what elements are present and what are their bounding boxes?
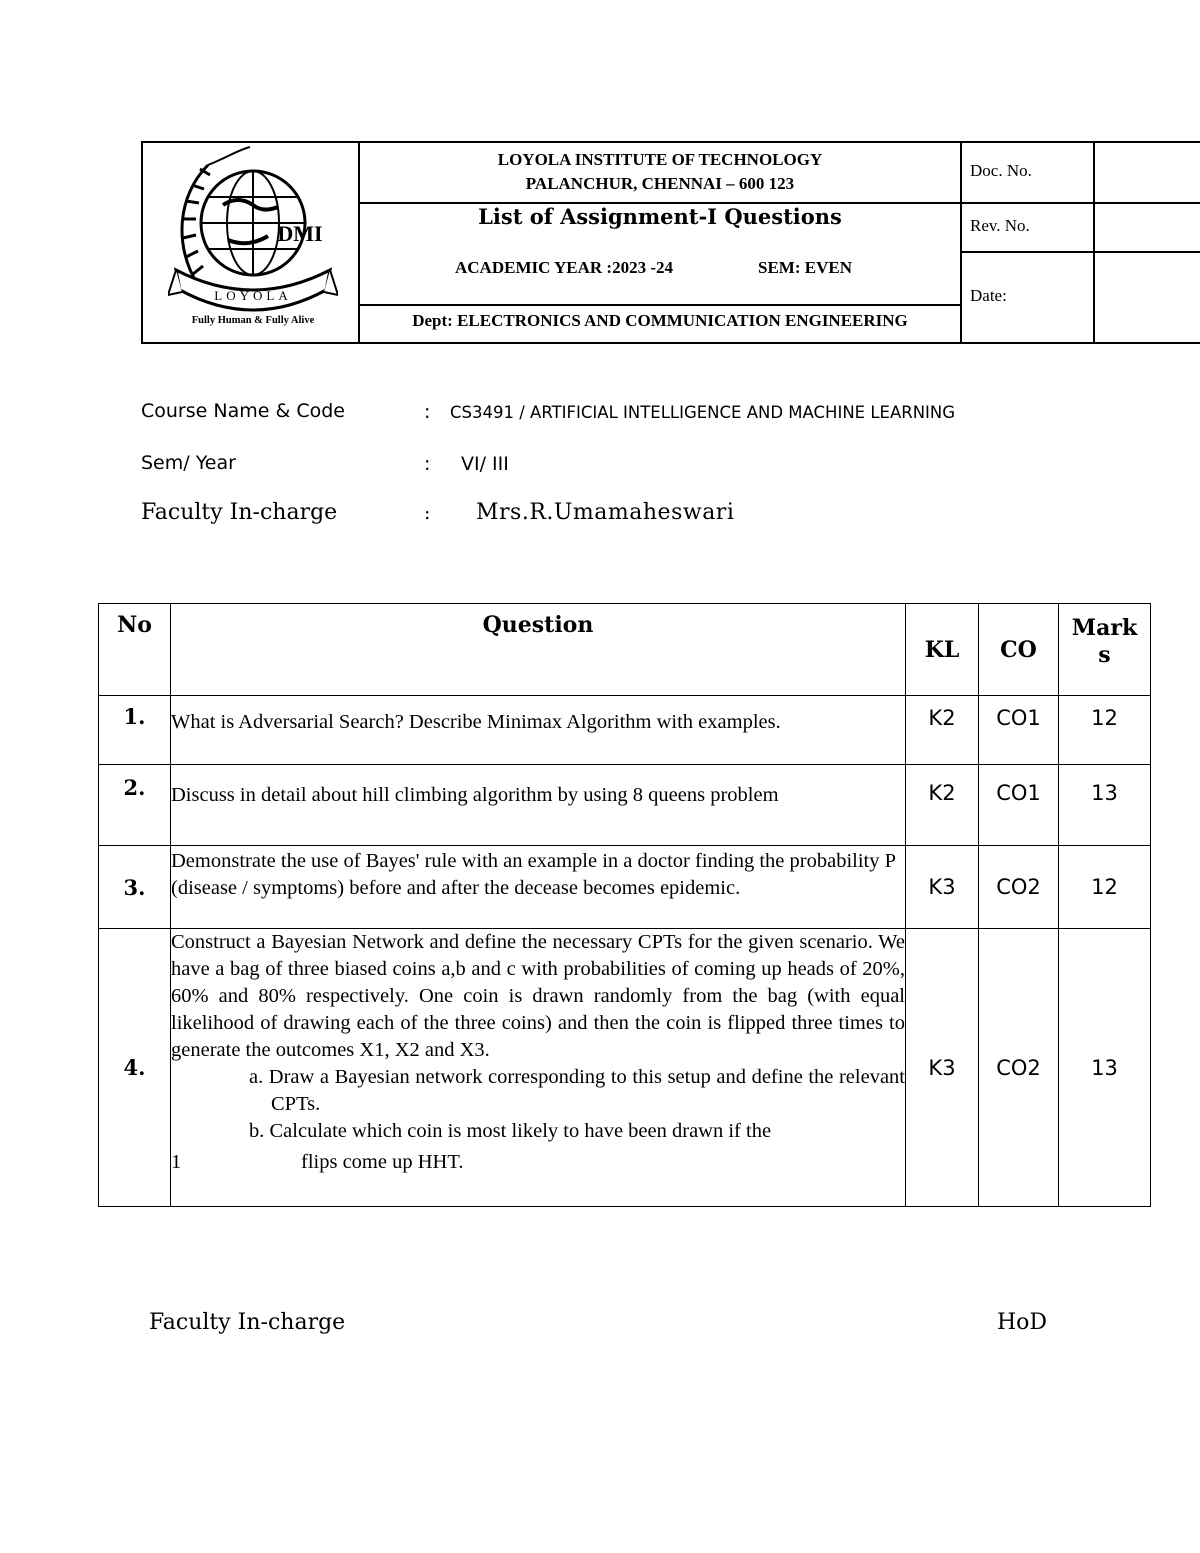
header-marks-line2: s — [1098, 642, 1111, 668]
question-text: Construct a Bayesian Network and define the necessary CPTs for the given scenario. We have a bag of three biased coins a,b and c with probabilities of coming up heads of 20%, 60% and 80% respectively. One coin is drawn randomly from the bag (with equal likelihood of drawing each of the three coins) and then the coin is flipped three times to generate the outcomes X1, X2 and X3. — [171, 931, 905, 1061]
marks-value: 13 — [1059, 929, 1151, 1207]
header-divider-meta — [960, 141, 962, 343]
svg-text:Fully Human & Fully Alive: Fully Human & Fully Alive — [191, 315, 315, 326]
date-label: Date: — [970, 286, 1007, 305]
sub-question-a: a. Draw a Bayesian network corresponding to this setup and define the relevant CPTs. — [249, 1066, 905, 1115]
co-value: CO2 — [979, 929, 1059, 1207]
header-divider-value — [1093, 141, 1095, 343]
row-number: 1. — [99, 696, 171, 765]
institute-address: PALANCHUR, CHENNAI – 600 123 — [525, 174, 795, 193]
table-row — [99, 696, 1151, 765]
kl-value: K3 — [906, 929, 979, 1207]
kl-value: K2 — [906, 765, 979, 846]
document-title: List of Assignment-I Questions — [478, 204, 842, 229]
table-row — [99, 929, 1151, 1207]
header-marks-line1: Mark — [1071, 615, 1138, 641]
co-value: CO1 — [979, 696, 1059, 765]
question-text: What is Adversarial Search? Describe Minimax Algorithm with examples. — [171, 696, 906, 765]
row-number: 3. — [99, 846, 171, 929]
co-value: CO1 — [979, 765, 1059, 846]
header-no: No — [99, 604, 171, 696]
header-kl: KL — [906, 604, 979, 696]
header-border-top — [141, 141, 1200, 143]
footer-faculty-label: Faculty In-charge — [149, 1310, 346, 1335]
institute-name: LOYOLA INSTITUTE OF TECHNOLOGY — [497, 150, 823, 169]
header-border-bottom — [141, 342, 1200, 344]
course-name-label: Course Name & Code — [141, 400, 345, 422]
semester: SEM: EVEN — [758, 258, 852, 277]
sub-question-b-continuation — [171, 1145, 905, 1175]
co-value: CO2 — [979, 846, 1059, 929]
svg-text:LOYOLA: LOYOLA — [214, 288, 292, 303]
institute-logo — [168, 145, 338, 335]
rev-no-label: Rev. No. — [970, 216, 1030, 235]
doc-no-label: Doc. No. — [970, 161, 1032, 180]
header-line-2 — [358, 304, 960, 306]
sem-year-label: Sem/ Year — [141, 452, 236, 474]
marks-value: 13 — [1059, 765, 1151, 846]
course-name-colon: : — [424, 401, 431, 423]
table-row — [99, 846, 1151, 929]
sub-question-b-prefix: 1 — [171, 1151, 182, 1173]
course-name-value: CS3491 / ARTIFICIAL INTELLIGENCE AND MACHINE LEARNING — [450, 403, 956, 422]
meta-line-1 — [960, 202, 1200, 204]
question-text: Demonstrate the use of Bayes' rule with an example in a doctor finding the probability P (disease / symptoms) before and after the decease becomes epidemic. — [171, 846, 906, 929]
marks-value: 12 — [1059, 696, 1151, 765]
kl-value: K3 — [906, 846, 979, 929]
faculty-label: Faculty In-charge — [141, 500, 338, 525]
row-number: 2. — [99, 765, 171, 846]
marks-value: 12 — [1059, 846, 1151, 929]
kl-value: K2 — [906, 696, 979, 765]
question-cell — [171, 929, 906, 1207]
table-header-row — [99, 604, 1151, 696]
header-border-left — [141, 141, 143, 343]
sem-year-value: VI/ III — [461, 453, 509, 475]
header-co: CO — [979, 604, 1059, 696]
sub-question-b-cont: flips come up HHT. — [301, 1151, 464, 1173]
header-question: Question — [171, 604, 906, 696]
svg-text:DMI: DMI — [277, 221, 323, 246]
academic-year: ACADEMIC YEAR :2023 -24 — [455, 258, 673, 277]
sub-question-b: b. Calculate which coin is most likely to have been drawn if the — [249, 1120, 772, 1142]
header-marks — [1059, 604, 1151, 696]
faculty-value: Mrs.R.Umamaheswari — [476, 500, 735, 525]
question-text: Discuss in detail about hill climbing algorithm by using 8 queens problem — [171, 765, 906, 846]
questions-table — [98, 603, 1151, 1207]
sem-year-colon: : — [424, 453, 431, 475]
footer-hod-label: HoD — [997, 1310, 1048, 1335]
faculty-colon: : — [424, 502, 431, 524]
table-row — [99, 765, 1151, 846]
row-number: 4. — [99, 929, 171, 1207]
logo-emblem-icon — [168, 145, 338, 335]
meta-line-2 — [960, 251, 1200, 253]
department: Dept: ELECTRONICS AND COMMUNICATION ENGINEERING — [412, 311, 908, 330]
